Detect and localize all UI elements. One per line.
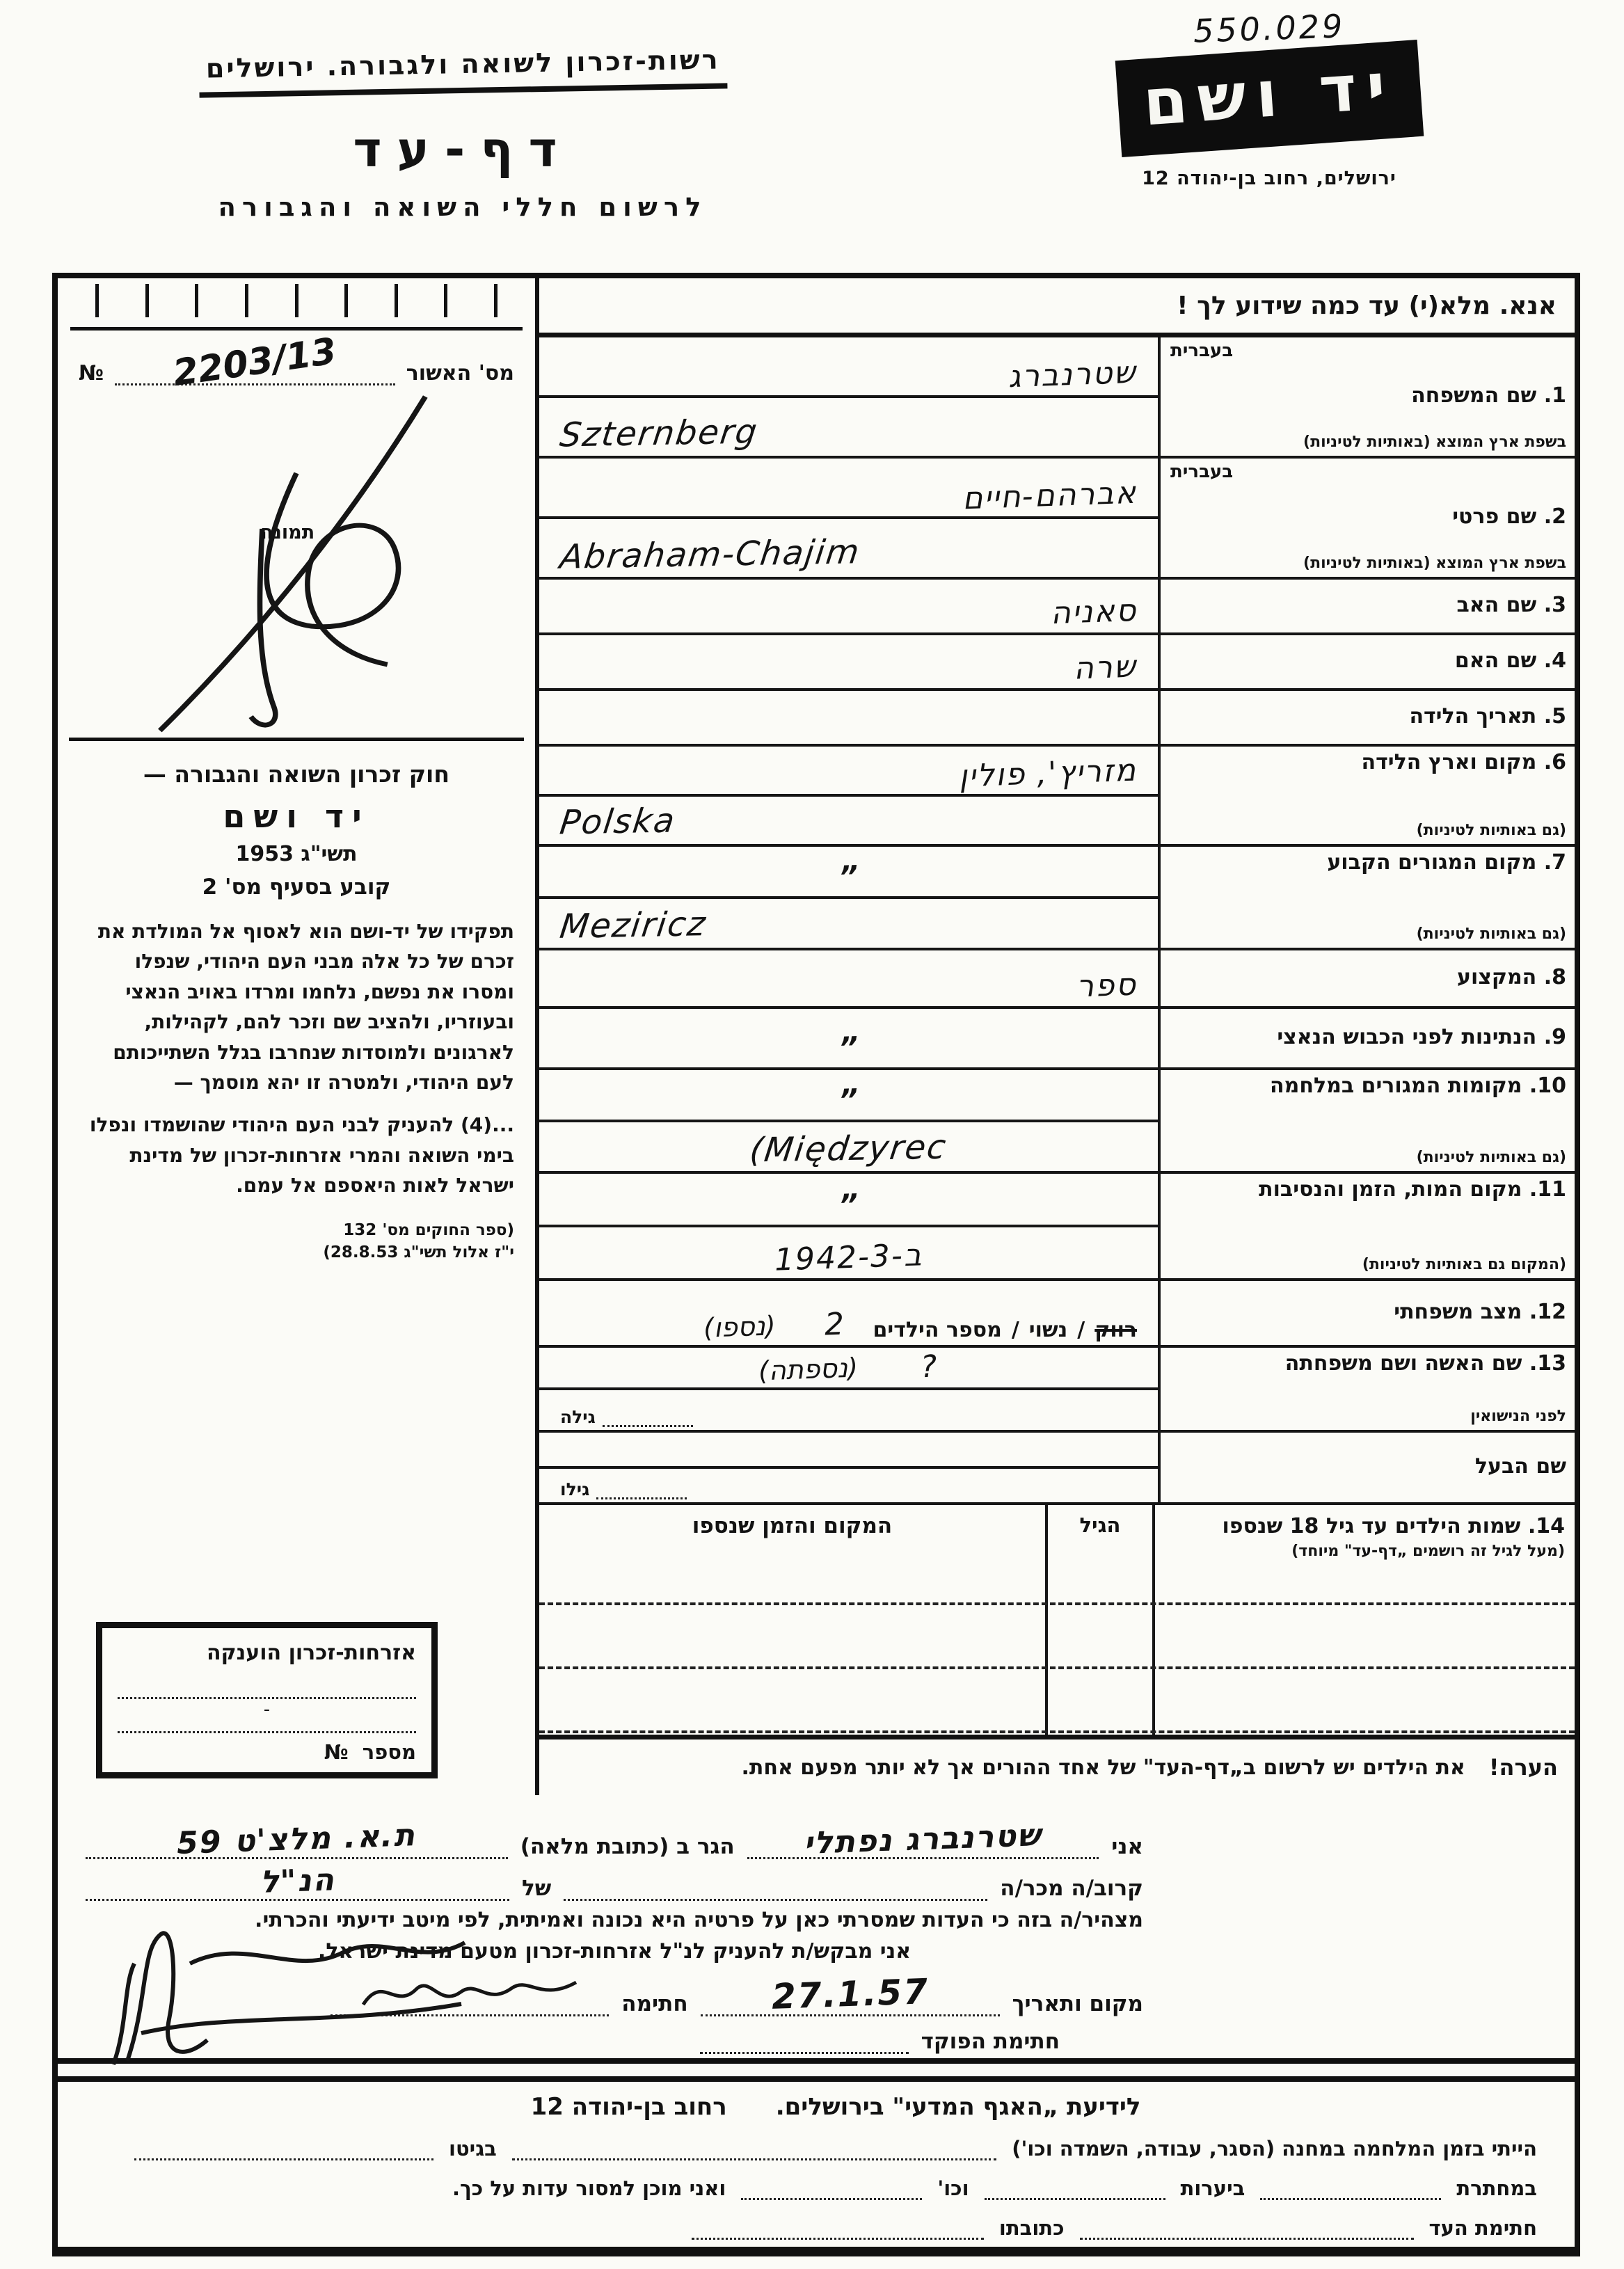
underground-blank bbox=[1260, 2176, 1441, 2200]
field5-label: 5. תאריך הלידה bbox=[1409, 704, 1566, 729]
declarant-name-handwriting: שטרנברג נפתלי bbox=[803, 1817, 1043, 1861]
note-row bbox=[539, 1739, 1575, 1795]
marital-separator2: / bbox=[1011, 1318, 1019, 1342]
law-heading: חוק זכרון השואה והגבורה — bbox=[143, 761, 450, 788]
yad-vashem-stamp bbox=[1046, 47, 1492, 147]
declarant-line bbox=[86, 1805, 1143, 1859]
children-age-column-header: הגיל bbox=[1045, 1505, 1152, 1735]
witness-address-blank bbox=[692, 2215, 984, 2240]
photo-area bbox=[69, 390, 524, 741]
wife-perished-note-handwriting: (נספתה) bbox=[758, 1352, 859, 1387]
approval-number-row bbox=[58, 330, 535, 395]
field-permanent-residence bbox=[539, 847, 1575, 950]
field1-sublabel: בשפת ארץ המוצא (באותיות לטיניות) bbox=[1303, 433, 1566, 451]
declaration-section bbox=[58, 1795, 1575, 2058]
citizenship-blank-line-1 bbox=[118, 1665, 416, 1699]
stamp-text: יד ושם bbox=[1115, 40, 1423, 157]
field-husband-name bbox=[539, 1433, 1575, 1505]
header-titles bbox=[111, 44, 814, 222]
relation-handwriting: הנ"ל bbox=[259, 1862, 336, 1900]
field-marital-status bbox=[539, 1281, 1575, 1348]
mother-name-handwriting: שרה bbox=[1073, 648, 1138, 687]
field10-sublabel: (גם באותיות לטיניות) bbox=[1416, 1148, 1566, 1166]
side-column bbox=[58, 278, 535, 1795]
footer-section bbox=[58, 2082, 1575, 2247]
field2-lang-label: בעברית bbox=[1170, 461, 1234, 482]
footer-title: לידיעת „האגף המדעי" בירושלים. bbox=[775, 2093, 1141, 2121]
field-first-name bbox=[539, 459, 1575, 580]
law-clause4-text: ...(4) להעניק לבני העם היהודי שהושמדו ונפלו בימי השואה והמרי אזרחות-זכרון של מדינת ישראל לאות היאספם אל עמם. bbox=[89, 1113, 514, 1197]
ruler-ticks bbox=[70, 284, 523, 331]
footer-witness-row bbox=[134, 2215, 1537, 2240]
camp-label: הייתי בזמן המלחמה במחנה (הסגר, עבודה, השמדה וכו') bbox=[1012, 2137, 1537, 2160]
marital-separator: / bbox=[1077, 1318, 1085, 1342]
field9-label: 9. הנתינות לפני הכבוש הנאצי bbox=[1277, 1025, 1566, 1050]
law-footnote-line2: י"ז אלול תשי"ג 28.8.53) bbox=[323, 1243, 514, 1261]
field12-label: 12. מצב משפחתי bbox=[1394, 1300, 1566, 1325]
note-text: את הילדים יש לרשום ב„דף-העד" של אחד ההורים אך לא יותר מפעם אחת. bbox=[741, 1755, 1465, 1780]
marital-single-option: רווק bbox=[1094, 1318, 1137, 1342]
page-subtitle: לרשום חללי השואה והגבורה bbox=[218, 192, 708, 222]
fields-column bbox=[535, 278, 1575, 1795]
father-name-handwriting: סאניה bbox=[1049, 592, 1138, 632]
handwritten-file-number bbox=[1046, 7, 1492, 50]
field-father-name bbox=[539, 580, 1575, 635]
office-address: ירושלים, רחוב בן-יהודה 12 bbox=[1142, 168, 1396, 189]
law-footnote-line1: (ספר החוקים מס' 132 bbox=[343, 1220, 514, 1239]
husband-age-blank bbox=[596, 1476, 687, 1499]
camp-blank bbox=[512, 2136, 996, 2160]
witness-signature-label: חתימת העד bbox=[1428, 2216, 1537, 2240]
field11-sublabel: (המקום גם באותיות לטיניות) bbox=[1362, 1255, 1566, 1273]
etc-label: וכו' bbox=[937, 2176, 969, 2200]
citizenship-number-symbol: № bbox=[324, 1740, 349, 1764]
declaration-statement: מצהיר/ה בזה כי העדות שמסרתי כאן על פרטיה היא נכונה ואמיתית, לפי מיטב ידיעתי והכרתי. bbox=[255, 1908, 1143, 1932]
field7-label: 7. מקום המגורים הקבוע bbox=[1327, 850, 1566, 875]
date-handwriting: 27.1.57 bbox=[770, 1971, 930, 2017]
clerk-signature-scribble bbox=[86, 1922, 475, 2068]
etc-blank bbox=[741, 2176, 922, 2200]
note-label: הערה! bbox=[1488, 1754, 1558, 1781]
field6-sublabel: (גם באותיות לטיניות) bbox=[1416, 821, 1566, 839]
place-date-label: מקום ותאריך bbox=[1012, 1991, 1143, 2016]
witness-address-label: כתובתו bbox=[998, 2216, 1065, 2240]
field4-label: 4. שם האם bbox=[1454, 648, 1566, 674]
form-outer-box bbox=[52, 273, 1580, 2256]
testify-label: ואני מוכן למסור עדות על כך. bbox=[452, 2176, 726, 2200]
citizenship-ditto-mark: ” bbox=[838, 1030, 859, 1065]
photo-label: תמונה bbox=[260, 522, 315, 543]
approval-label: מס' האשור bbox=[406, 361, 514, 385]
profession-handwriting: ספר bbox=[1076, 966, 1138, 1005]
field13-label: 13. שם האשה ושם משפחתה bbox=[1284, 1351, 1566, 1376]
organization-line: רשות-זכרון לשואה ולגבורה. ירושלים bbox=[198, 44, 727, 97]
field-wartime-residence bbox=[539, 1070, 1575, 1174]
footer-underground-row bbox=[134, 2176, 1537, 2200]
field6-label: 6. מקום וארץ הלידה bbox=[1361, 750, 1566, 774]
photo-area-scribble bbox=[69, 390, 524, 738]
first-name-hebrew-handwriting: אברהם-חיים bbox=[962, 475, 1138, 517]
field14-label: 14. שמות הילדים עד גיל 18 שנספו bbox=[1222, 1514, 1565, 1538]
ghetto-label: בגיטו bbox=[449, 2137, 497, 2160]
husband-age-label: גילו bbox=[560, 1479, 590, 1499]
field-family-name bbox=[539, 337, 1575, 459]
children-table bbox=[539, 1505, 1575, 1739]
children-count-handwriting: 2 bbox=[823, 1306, 846, 1343]
field10-label: 10. מקומות המגורים במלחמה bbox=[1270, 1074, 1566, 1098]
approval-number-symbol: № bbox=[79, 361, 104, 385]
residence-ditto-mark: ” bbox=[838, 859, 859, 893]
forests-label: ביערות bbox=[1180, 2176, 1245, 2200]
husband-label: שם הבעל bbox=[1474, 1454, 1566, 1479]
field-wife-name bbox=[539, 1348, 1575, 1433]
children-place-column-header: המקום והזמן שנספו bbox=[692, 1513, 893, 1538]
law-year: תשי"ג 1953 bbox=[235, 842, 358, 866]
forests-blank bbox=[985, 2176, 1165, 2200]
citizenship-number-label: מספר bbox=[362, 1740, 416, 1764]
wartime-ditto-mark: ” bbox=[838, 1082, 859, 1117]
field-mother-name bbox=[539, 635, 1575, 691]
birth-country-latin-handwriting: Polska bbox=[557, 801, 678, 843]
wife-age-blank bbox=[603, 1404, 693, 1427]
wife-age-label: גילה bbox=[560, 1407, 596, 1427]
birth-place-hebrew-handwriting: מזריץ', פולין bbox=[958, 752, 1138, 795]
wartime-place-latin-handwriting: (Międzyrec bbox=[747, 1127, 950, 1170]
field2-sublabel: בשפת ארץ המוצא (באותיות לטיניות) bbox=[1303, 554, 1566, 572]
death-place-ditto-mark: ” bbox=[838, 1187, 859, 1223]
ghetto-blank bbox=[134, 2136, 433, 2160]
wife-name-question-mark-handwriting: ? bbox=[920, 1348, 939, 1385]
field13-sublabel: לפני הנישואין bbox=[1470, 1407, 1566, 1425]
children-row-line-2 bbox=[539, 1666, 1575, 1669]
field1-label: 1. שם המשפחה bbox=[1411, 383, 1566, 408]
signature-label: חתימה bbox=[621, 1991, 688, 2016]
field14-sublabel: (מעל לגיל זה רושמים „דף-עד" מיוחד) bbox=[1291, 1542, 1565, 1560]
family-name-latin-handwriting: Szternberg bbox=[557, 412, 761, 455]
marital-married-option: נשוי bbox=[1028, 1318, 1068, 1342]
law-body-text: תפקידו של יד-ושם הוא לאסוף אל המולדת את זכרם של כל אלה מבני העם היהודי, שנפלו ומסרו את נפשם, נלחמו ומרדו באויב הנאצי ובעוזריו, ולהציב שם וזכר להם, לקהילות, לארגונים ולמוסדות שנחרבו בגלל השתייכותם לעם היהודי, ולמטרה זו יהא מוסמך — bbox=[97, 920, 514, 1094]
file-number-value: 550.029 bbox=[1192, 7, 1346, 50]
field11-label: 11. מקום המות, הזמן והנסיבות bbox=[1259, 1177, 1566, 1202]
children-row-line-1 bbox=[539, 1602, 1575, 1605]
field-death-place-time bbox=[539, 1174, 1575, 1281]
residence-latin-handwriting: Meziricz bbox=[557, 905, 709, 946]
field2-label: 2. שם פרטי bbox=[1452, 504, 1566, 530]
field1-lang-label: בעברית bbox=[1170, 340, 1234, 361]
field7-sublabel: (גם באותיות לטיניות) bbox=[1416, 925, 1566, 943]
approval-number-handwriting: 2203/13 bbox=[170, 330, 340, 395]
underground-label: במחתרת bbox=[1456, 2176, 1537, 2200]
declarant-address-label: הגר ב (כתובת מלאה) bbox=[520, 1834, 735, 1859]
relative-label: קרוב/ה מכר/ה bbox=[1000, 1876, 1143, 1901]
children-count-label: מספר הילדים bbox=[873, 1318, 1002, 1342]
field3-label: 3. שם האב bbox=[1456, 593, 1566, 618]
law-clause-line: קובע בסעיף מס' 2 bbox=[202, 875, 391, 900]
children-row-line-3 bbox=[539, 1730, 1575, 1733]
citizenship-request: אני מבקש/ת להעניק לנ"ל אזרחות-זכרון מטעם מדינת ישראל. bbox=[317, 1939, 911, 1964]
declarant-i-label: אני bbox=[1111, 1834, 1143, 1859]
footer-title-address: רחוב בן-יהודה 12 bbox=[530, 2093, 727, 2121]
footer-camp-row bbox=[134, 2136, 1537, 2160]
citizenship-blank-line-2: - bbox=[118, 1699, 416, 1733]
field-profession bbox=[539, 950, 1575, 1009]
of-label: של bbox=[522, 1876, 552, 1901]
death-year-handwriting: ב-1942-3 bbox=[774, 1237, 923, 1278]
header-right bbox=[1046, 7, 1492, 189]
field-citizenship bbox=[539, 1009, 1575, 1070]
law-block bbox=[58, 741, 535, 1264]
clerk-signature-label: חתימת הפוקד bbox=[921, 2029, 1060, 2054]
field-birth-place bbox=[539, 747, 1575, 847]
law-logo-text: יד ושם bbox=[223, 797, 370, 835]
field8-label: 8. המקצוע bbox=[1457, 965, 1566, 990]
declarant-address-handwriting: ת.א. מלצ'ט 59 bbox=[176, 1817, 417, 1861]
memorial-citizenship-box bbox=[96, 1622, 438, 1778]
first-name-latin-handwriting: Abraham-Chajim bbox=[557, 532, 863, 577]
citizenship-box-title: אזרחות-זכרון הוענקה bbox=[206, 1641, 416, 1665]
family-name-hebrew-handwriting: שטרנברג bbox=[1008, 354, 1138, 395]
field-birth-date bbox=[539, 691, 1575, 747]
page-title: דף-עד bbox=[353, 121, 573, 178]
witness-signature-blank bbox=[1080, 2215, 1414, 2240]
children-perished-note-handwriting: (נספו) bbox=[703, 1310, 777, 1344]
relation-line bbox=[86, 1859, 1143, 1901]
fill-in-instruction: אנא. מלא(י) עד כמה שידוע לך ! bbox=[539, 278, 1575, 337]
